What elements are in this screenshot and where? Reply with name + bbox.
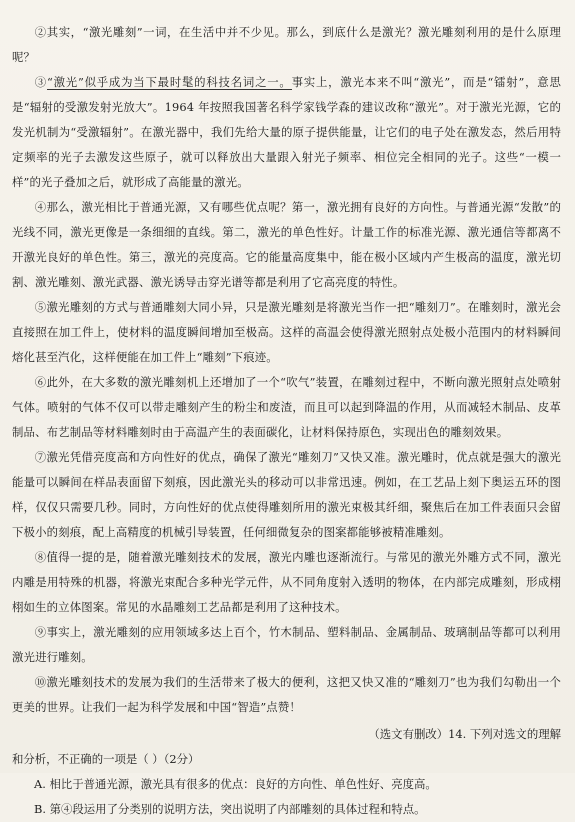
paragraph-4: ④那么，激光相比于普通光源，又有哪些优点呢？第一，激光拥有良好的方向性。与普通光源“发散”的光线不同，激光更像是一条细细的直线。第二，激光的单色性好。计量工作的标准光源、激光通信等都离不开激光良好的单色性。第三，激光的亮度高。它的能量高度集中，能在极小区域内产生极高的温度，激光切割、激光雕刻、激光武器、激光诱导击穿光谱等都是利用了它高亮度的特性。 <box>12 200 561 289</box>
question-stem: 和分析，不正确的一项是（ ）（2分） <box>12 752 200 766</box>
paragraph-3-number: ③ <box>34 75 47 89</box>
paragraph-3-underlined-sentence: “激光”似乎成为当下最时髦的科技名词之一。 <box>46 75 292 89</box>
paragraph-7: ⑦激光凭借亮度高和方向性好的优点，确保了激光“雕刻刀”又快又准。激光雕时，优点就是强大的激光能量可以瞬间在样品表面留下刻痕，因此激光头的移动可以非常迅速。例如，在工艺品上刻下奥运五环的图样，仅仅只需要几秒。同时，方向性好的优点使得雕刻所用的激光束极其纤细，聚焦后在加工件表面只会留下极小的刻痕，配上高精度的机械引导装置，任何细微复杂的图案都能够被精准雕刻。 <box>12 450 561 539</box>
question-source-note: （选文有删改）14. 下列对选文的理解 <box>368 727 561 741</box>
question-option-a: A. 相比于普通光源，激光具有很多的优点：良好的方向性、单色性好、亮度高。 <box>34 777 437 791</box>
paragraph-10: ⑩激光雕刻技术的发展为我们的生活带来了极大的便利，这把又快又准的“雕刻刀”也为我们勾勒出一个更美的世界。让我们一起为科学发展和中国“智造”点赞！ <box>12 675 561 714</box>
question-option-b: B. 第④段运用了分类别的说明方法，突出说明了内部雕刻的具体过程和特点。 <box>34 802 426 816</box>
paragraph-8: ⑧值得一提的是，随着激光雕刻技术的发展，激光内雕也逐渐流行。与常见的激光外雕方式不同，激光内雕是用特殊的机器，将激光束配合多种光学元件，从不同角度射入透明的物体，在内部完成雕刻，形成栩栩如生的立体图案。常见的水晶雕刻工艺品都是利用了这种技术。 <box>12 550 561 614</box>
paragraph-5: ⑤激光雕刻的方式与普通雕刻大同小异，只是激光雕刻是将激光当作一把“雕刻刀”。在雕刻时，激光会直接照在加工件上，使材料的温度瞬间增加至极高。这样的高温会使得激光照射点处极小范围内的材料瞬间熔化甚至汽化，这样便能在加工件上“雕刻”下痕迹。 <box>12 300 561 364</box>
paragraph-3 <box>12 70 561 195</box>
paragraph-9: ⑨事实上，激光雕刻的应用领域多达上百个，竹木制品、塑料制品、金属制品、玻璃制品等都可以利用激光进行雕刻。 <box>12 625 561 664</box>
paragraph-3-body: 事实上，激光本来不叫“激光”，而是“镭射”，意思是“辐射的受激发射光放大”。1964 年按照我国著名科学家钱学森的建议改称“激光”。对于激光光源，它的发光机制为“受激辐射”。在激光器中，我们先给大量的原子提供能量，让它们的电子处在激发态，然后用特定频率的光子去激发这些原子，就可以释放出大量跟入射光子频率、相位完全相同的光子。这些“一模一样”的光子叠加之后，就形成了高能量的激光。 <box>12 75 561 189</box>
paragraph-6: ⑥此外，在大多数的激光雕刻机上还增加了一个“吹气”装置，在雕刻过程中，不断向激光照射点处喷射气体。喷射的气体不仅可以带走雕刻产生的粉尘和废渣，而且可以起到降温的作用，从而减轻木制品、皮革制品、布艺制品等材料雕刻时由于高温产生的表面碳化，让材料保持原色，实现出色的雕刻效果。 <box>12 375 561 439</box>
paragraph-2: ②其实，“激光雕刻”一词，在生活中并不少见。那么，到底什么是激光？激光雕刻利用的是什么原理呢？ <box>12 25 561 64</box>
